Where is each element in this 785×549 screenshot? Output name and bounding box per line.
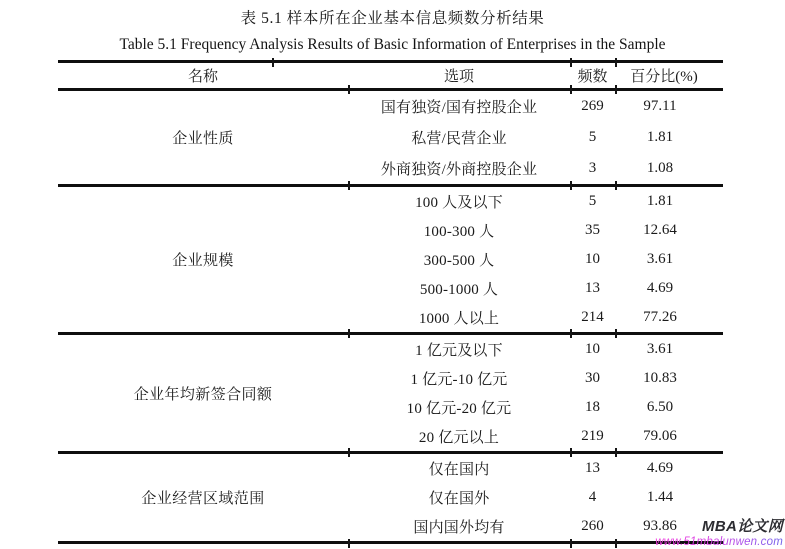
- frequency-cell: 10: [585, 341, 600, 357]
- watermark-site-name: MBA论文网: [702, 518, 783, 536]
- frequency-cell: 4: [588, 489, 597, 505]
- percentage-cell: 97.11: [643, 98, 677, 114]
- table-row: [348, 153, 723, 184]
- option-cell: 1000 人以上: [418, 311, 500, 327]
- percentage-cell: 93.86: [643, 518, 677, 534]
- frequency-cell: 219: [581, 428, 604, 444]
- column-tick: [570, 539, 572, 548]
- column-tick: [615, 539, 617, 548]
- table-row: [348, 422, 723, 451]
- column-tick: [615, 329, 617, 338]
- column-tick: [348, 539, 350, 548]
- column-tick: [348, 329, 350, 338]
- frequency-cell: 260: [581, 518, 604, 534]
- percentage-cell: 77.26: [643, 309, 677, 325]
- table-row: [348, 274, 723, 303]
- column-tick: [615, 448, 617, 457]
- table-row: [348, 454, 723, 483]
- table-title-chinese: 表 5.1 样本所在企业基本信息频数分析结果: [240, 10, 545, 27]
- percentage-cell: 1.08: [646, 160, 674, 176]
- table-section: [58, 332, 723, 451]
- frequency-cell: 10: [585, 251, 600, 267]
- table-section: [58, 451, 723, 541]
- column-tick: [570, 181, 572, 190]
- frequency-cell: 214: [581, 309, 604, 325]
- frequency-cell: 18: [585, 399, 600, 415]
- table-row: [348, 91, 723, 122]
- percentage-cell: 3.61: [646, 341, 674, 357]
- table-title-english: Table 5.1 Frequency Analysis Results of Basic Information of Enterprises in the Sample: [119, 36, 666, 53]
- option-cell: 1 亿元及以下: [415, 343, 503, 359]
- option-cell: 500-1000 人: [419, 282, 499, 298]
- table-row: [348, 483, 723, 512]
- column-tick: [570, 329, 572, 338]
- frequency-cell: 13: [585, 460, 600, 476]
- option-cell: 仅在国内: [428, 462, 490, 478]
- option-cell: 20 亿元以上: [418, 430, 500, 446]
- section-rows: [348, 91, 723, 184]
- section-rows: [348, 187, 723, 332]
- option-cell: 国内国外均有: [413, 520, 505, 536]
- percentage-cell: 10.83: [643, 370, 677, 386]
- percentage-cell: 4.69: [646, 460, 674, 476]
- column-tick: [615, 58, 617, 67]
- table-row: [348, 122, 723, 153]
- column-tick: [348, 85, 350, 94]
- percentage-cell: 3.61: [646, 251, 674, 267]
- table-row: [348, 303, 723, 332]
- percentage-cell: 79.06: [643, 428, 677, 444]
- column-tick: [615, 181, 617, 190]
- option-cell: 100-300 人: [423, 224, 495, 240]
- percentage-cell: 1.81: [646, 193, 674, 209]
- option-cell: 100 人及以下: [415, 195, 503, 211]
- watermark-site-link[interactable]: www.51mbalunwen.com: [655, 535, 783, 548]
- section-rows: [348, 335, 723, 451]
- header-option: 选项: [443, 69, 474, 85]
- table-row: [348, 216, 723, 245]
- column-tick: [272, 58, 274, 67]
- section-name-cell: 企业年均新签合同额: [133, 386, 273, 403]
- table-row: [348, 335, 723, 364]
- header-frequency: 频数: [577, 69, 608, 85]
- percentage-cell: 1.81: [646, 129, 674, 145]
- frequency-cell: 30: [585, 370, 600, 386]
- percentage-cell: 12.64: [643, 222, 677, 238]
- table-header-row: [58, 63, 723, 88]
- section-name-cell: 企业规模: [172, 253, 234, 269]
- option-cell: 1 亿元-10 亿元: [410, 372, 508, 388]
- frequency-cell: 13: [585, 280, 600, 296]
- percentage-cell: 4.69: [646, 280, 674, 296]
- percentage-cell: 6.50: [646, 399, 674, 415]
- option-cell: 国有独资/国有控股企业: [380, 100, 538, 116]
- option-cell: 10 亿元-20 亿元: [406, 401, 512, 417]
- frequency-cell: 5: [588, 129, 597, 145]
- column-tick: [570, 448, 572, 457]
- header-percentage: 百分比(%): [630, 69, 698, 85]
- column-tick: [570, 85, 572, 94]
- table-sections: [58, 88, 723, 541]
- option-cell: 私营/民营企业: [411, 131, 507, 147]
- table-section: [58, 184, 723, 332]
- table-row: [348, 245, 723, 274]
- frequency-cell: 3: [588, 160, 597, 176]
- option-cell: 300-500 人: [423, 253, 495, 269]
- percentage-cell: 1.44: [646, 489, 674, 505]
- watermark: [655, 519, 783, 548]
- option-cell: 外商独资/外商控股企业: [380, 162, 538, 178]
- table-row: [348, 187, 723, 216]
- frequency-cell: 269: [581, 98, 604, 114]
- section-name-cell: 企业经营区域范围: [141, 491, 265, 507]
- frequency-cell: 5: [588, 193, 597, 209]
- table-row: [348, 364, 723, 393]
- table-section: [58, 88, 723, 184]
- section-name-cell: 企业性质: [172, 131, 234, 147]
- header-name: 名称: [187, 69, 218, 85]
- option-cell: 仅在国外: [428, 491, 490, 507]
- frequency-table: [58, 60, 723, 544]
- column-tick: [615, 85, 617, 94]
- column-tick: [348, 448, 350, 457]
- column-tick: [570, 58, 572, 67]
- table-row: [348, 393, 723, 422]
- frequency-cell: 35: [585, 222, 600, 238]
- column-tick: [348, 181, 350, 190]
